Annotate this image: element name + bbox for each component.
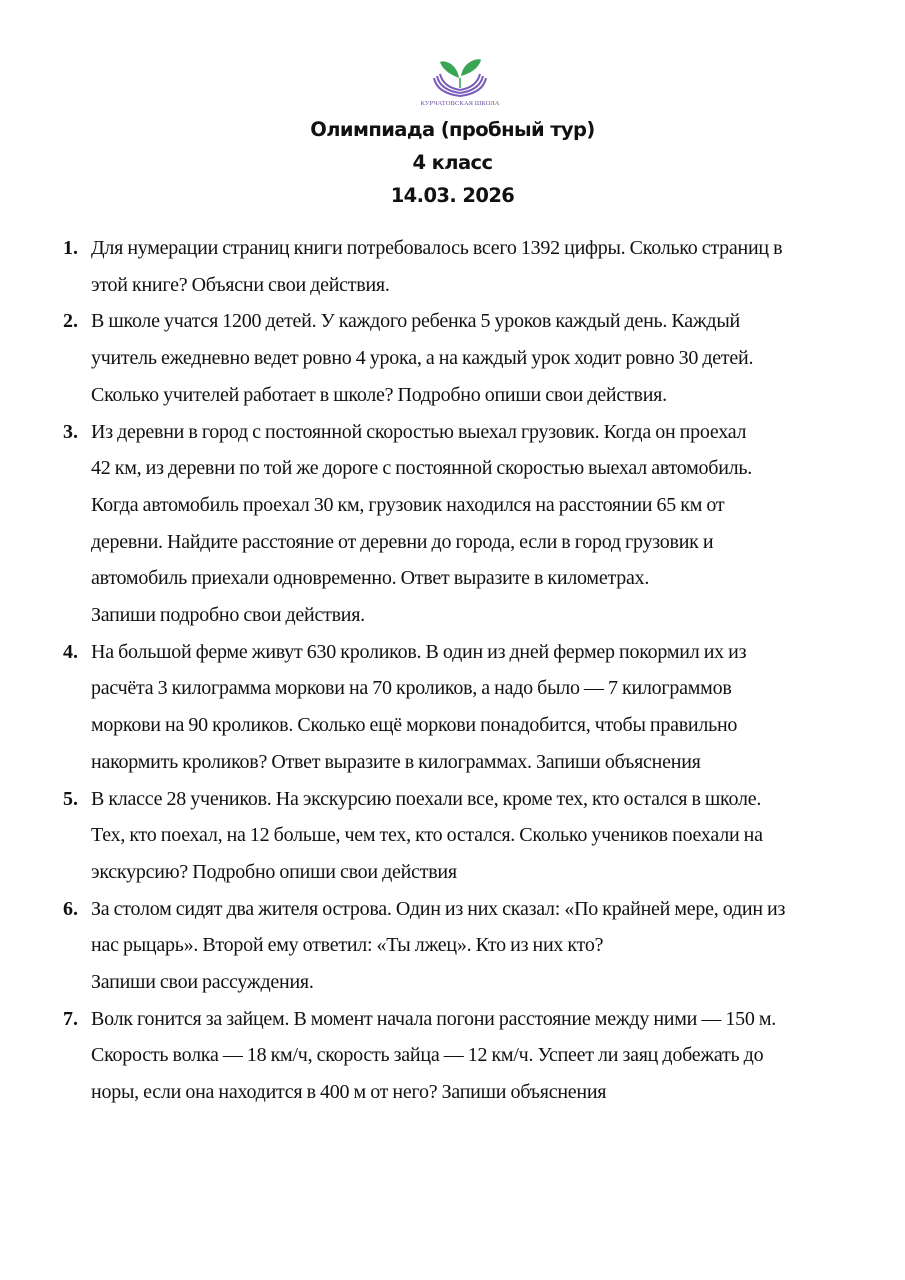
task-number: 2. <box>63 310 78 333</box>
task-number: 7. <box>63 1007 78 1030</box>
task-text-line: деревни. Найдите расстояние от деревни до города, если в город грузовик и <box>91 530 714 553</box>
task-text-line: Для нумерации страниц книги потребовалось всего 1392 цифры. Сколько страниц в <box>91 237 783 259</box>
task-text-line: В классе 28 учеников. На экскурсию поехали все, кроме тех, кто остался в школе. <box>91 787 762 810</box>
task-text-line: Тех, кто поехал, на 12 больше, чем тех, кто остался. Сколько учеников поехали на <box>91 824 763 847</box>
task-item <box>63 1001 873 1111</box>
school-logo <box>418 56 502 112</box>
task-item <box>63 781 873 891</box>
grade-label: 4 класс <box>412 151 493 174</box>
task-number: 3. <box>63 420 78 443</box>
task-text-line: Сколько учителей работает в школе? Подробно опиши свои действия. <box>91 383 667 406</box>
task-text-line: Запиши свои рассуждения. <box>91 971 314 994</box>
task-text <box>91 634 873 781</box>
task-text-line: На большой ферме живут 630 кроликов. В один из дней фермер покормил их из <box>91 640 747 663</box>
document-title: Олимпиада (пробный тур) <box>310 118 595 141</box>
task-text-line: Когда автомобиль проехал 30 км, грузовик находился на расстоянии 65 км от <box>91 493 725 516</box>
logo-caption: КУРЧАТОВСКАЯ ШКОЛА <box>420 100 500 107</box>
task-text-line: Волк гонится за зайцем. В момент начала погони расстояние между ними — 150 м. <box>91 1007 777 1030</box>
task-text <box>91 1001 873 1111</box>
task-number: 4. <box>63 640 78 663</box>
task-text-line: нас рыцарь». Второй ему ответил: «Ты лжец». Кто из них кто? <box>91 934 604 957</box>
task-number: 6. <box>63 897 78 920</box>
task-text-line: этой книге? Объясни свои действия. <box>91 273 390 296</box>
task-text-line: Из деревни в город с постоянной скоростью выехал грузовик. Когда он проехал <box>91 420 747 443</box>
task-text <box>91 303 873 413</box>
task-text-line: Запиши подробно свои действия. <box>91 604 365 627</box>
task-text-line: накормить кроликов? Ответ выразите в килограммах. Запиши объяснения <box>91 750 701 773</box>
document-header <box>0 113 905 212</box>
task-text-line: За столом сидят два жителя острова. Один из них сказал: «По крайней мере, один из <box>91 897 786 920</box>
task-text <box>91 891 873 1001</box>
task-item <box>63 230 873 303</box>
task-list <box>63 230 873 1111</box>
task-text-line: расчёта 3 килограмма моркови на 70 кроликов, а надо было — 7 килограммов <box>91 677 732 700</box>
date-label: 14.03. 2026 <box>390 184 515 207</box>
task-text-line: Скорость волка — 18 км/ч, скорость зайца — 12 км/ч. Успеет ли заяц добежать до <box>91 1044 764 1067</box>
task-text-line: моркови на 90 кроликов. Сколько ещё моркови понадобится, чтобы правильно <box>91 714 738 737</box>
task-text-line: норы, если она находится в 400 м от него? Запиши объяснения <box>91 1081 607 1104</box>
task-item <box>63 414 873 634</box>
task-item <box>63 303 873 413</box>
task-text-line: 42 км, из деревни по той же дороге с постоянной скоростью выехал автомобиль. <box>91 457 752 480</box>
task-text-line: учитель ежедневно ведет ровно 4 урока, а на каждый урок ходит ровно 30 детей. <box>91 347 754 370</box>
task-text <box>91 414 873 634</box>
task-text <box>91 230 873 303</box>
task-item <box>63 634 873 781</box>
task-item <box>63 891 873 1001</box>
task-text-line: В школе учатся 1200 детей. У каждого ребенка 5 уроков каждый день. Каждый <box>91 310 740 333</box>
task-text-line: автомобиль приехали одновременно. Ответ выразите в километрах. <box>91 567 650 590</box>
task-number: 1. <box>63 237 78 259</box>
task-text <box>91 781 873 891</box>
book-sprout-icon <box>418 56 502 100</box>
task-text-line: экскурсию? Подробно опиши свои действия <box>91 860 457 883</box>
task-number: 5. <box>63 787 78 810</box>
